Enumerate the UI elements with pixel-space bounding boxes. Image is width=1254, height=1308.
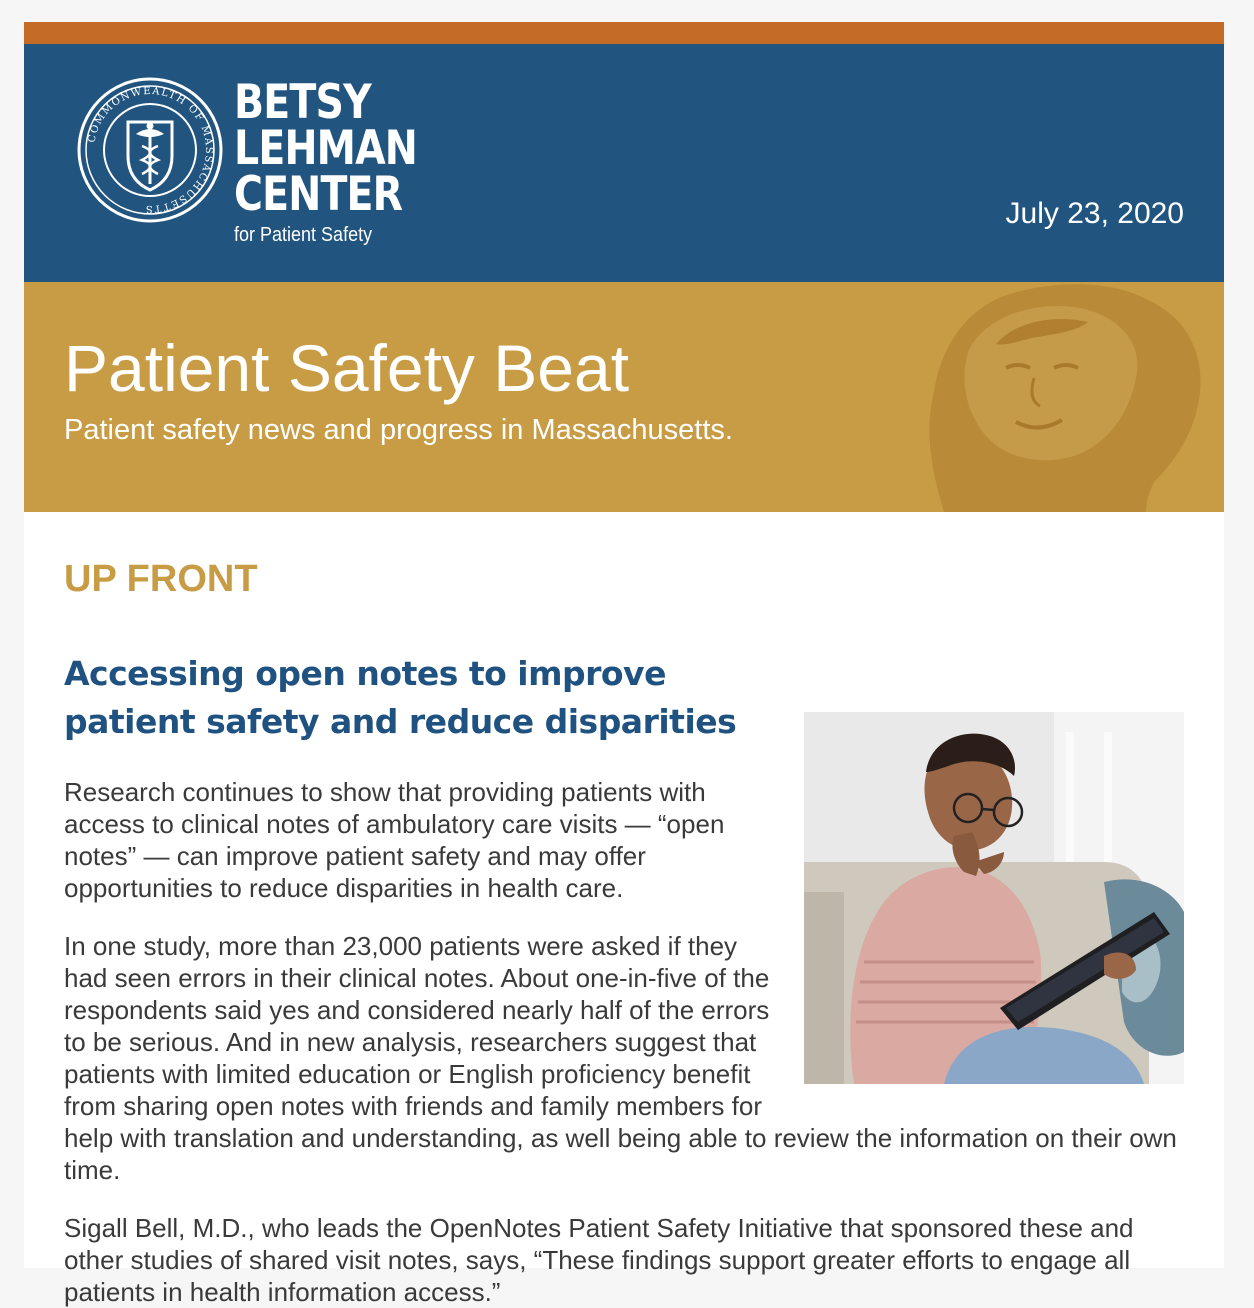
portrait-silhouette-icon: [904, 282, 1224, 512]
issue-date: July 23, 2020: [1005, 197, 1184, 230]
section-heading: UP FRONT: [64, 558, 258, 600]
article-paragraph-1: Research continues to show that providing patients with access to clinical notes of ambulatory care visits — “open notes” — can improve patient safety and may offer opportunities to reduce disparities in health care.: [64, 777, 725, 903]
brand-line-3: CENTER: [234, 167, 403, 222]
article-paragraph-2: In one study, more than 23,000 patients were asked if they had seen errors in their clinical notes. About one-in-five of the respondents said yes and considered nearly half of the errors to be serious. And in new analysis, researchers suggest that patients with limited education or English proficiency benefit from sharing open notes with friends and family members for help with translation and understanding, as well being able to review the information on their own time.: [64, 931, 1177, 1185]
brand-line-1: BETSY: [234, 75, 371, 130]
brand-subtitle: for Patient Safety: [234, 224, 373, 246]
newsletter: [24, 22, 1224, 1307]
accent-bar: [24, 22, 1224, 44]
newsletter-title: Patient Safety Beat: [64, 331, 630, 405]
newsletter-tagline: Patient safety news and progress in Massachusetts.: [64, 414, 733, 446]
seal-text: COMMONWEALTH OF MASSACHUSETTS: [86, 85, 215, 215]
brand-line-2: LEHMAN: [234, 121, 418, 176]
masthead: [24, 44, 1224, 282]
article-paragraph-3: Sigall Bell, M.D., who leads the OpenNotes Patient Safety Initiative that sponsored these and other studies of shared visit notes, says, “These findings support greater efforts to engage all patients in health information access.”: [64, 1213, 1134, 1307]
title-banner: [24, 282, 1224, 512]
massachusetts-seal-icon: [76, 76, 224, 224]
woman-reading-tablet-photo[interactable]: [804, 712, 1184, 1084]
content-area: [24, 512, 1224, 1308]
article: [64, 650, 1184, 1308]
brand-logo: [234, 75, 452, 250]
top-link-fragment[interactable]: [666, 0, 706, 2]
article-title[interactable]: Accessing open notes to improve patient safety and reduce disparities: [64, 654, 737, 741]
